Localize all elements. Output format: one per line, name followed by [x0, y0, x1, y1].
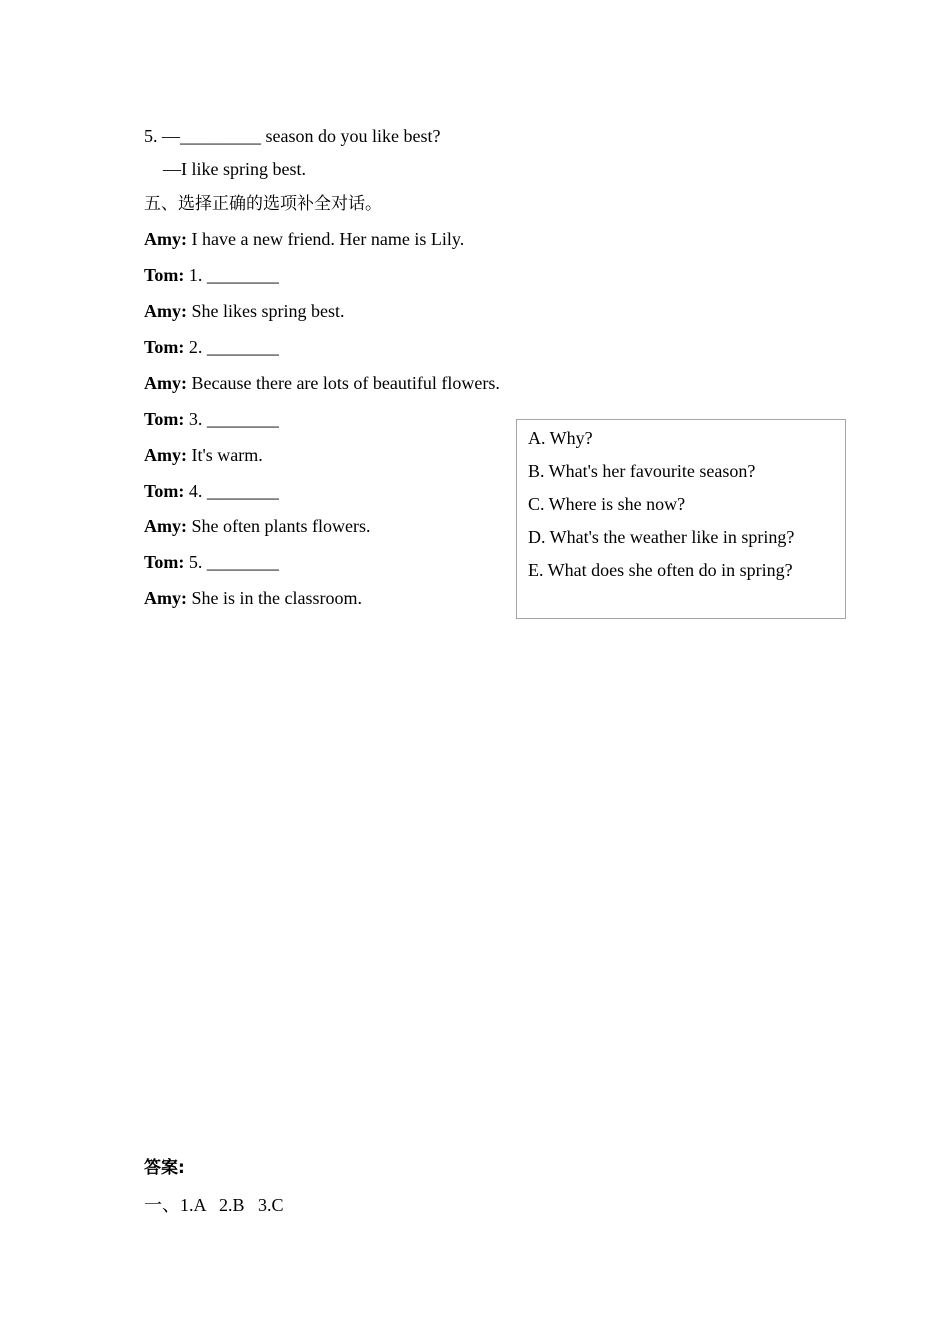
- answers-title: 答案:: [144, 1158, 185, 1178]
- section-heading: 五、选择正确的选项补全对话。: [144, 194, 382, 214]
- speaker-label: Tom:: [144, 409, 185, 429]
- question-5-reply: —I like spring best.: [163, 159, 306, 179]
- option-b: B. What's her favourite season?: [528, 461, 756, 481]
- question-5-text: 5. —_________ season do you like best?: [144, 126, 441, 146]
- dialogue-text: 1. ________: [184, 265, 279, 285]
- dialogue-text: I have a new friend. Her name is Lily.: [187, 229, 465, 249]
- dialogue-text: Because there are lots of beautiful flowers.: [187, 373, 500, 393]
- dialogue-text: 3. ________: [184, 409, 279, 429]
- dialogue-line: [144, 515, 370, 537]
- speaker-label: Amy:: [144, 229, 187, 249]
- dialogue-line: [144, 264, 279, 286]
- dialogue-line: [144, 372, 500, 394]
- dialogue-line: [144, 300, 345, 322]
- dialogue-line: [144, 551, 279, 573]
- speaker-label: Tom:: [144, 265, 185, 285]
- dialogue-line: [144, 408, 279, 430]
- dialogue-line: [144, 587, 362, 609]
- speaker-label: Amy:: [144, 301, 187, 321]
- speaker-label: Amy:: [144, 445, 187, 465]
- options-box: [516, 419, 846, 619]
- dialogue-line: [144, 444, 263, 466]
- dialogue-text: She often plants flowers.: [187, 516, 371, 536]
- option-d: D. What's the weather like in spring?: [528, 527, 795, 547]
- dialogue-line: [144, 336, 279, 358]
- dialogue-text: 5. ________: [184, 552, 279, 572]
- dialogue-text: She is in the classroom.: [187, 588, 362, 608]
- option-e: E. What does she often do in spring?: [528, 560, 793, 580]
- speaker-label: Amy:: [144, 373, 187, 393]
- dialogue-text: 2. ________: [184, 337, 279, 357]
- speaker-label: Tom:: [144, 337, 185, 357]
- speaker-label: Amy:: [144, 516, 187, 536]
- answers-line: 一、1.A 2.B 3.C: [144, 1195, 284, 1215]
- dialogue-text: 4. ________: [184, 481, 279, 501]
- option-c: C. Where is she now?: [528, 494, 686, 514]
- option-a: A. Why?: [528, 428, 593, 448]
- dialogue-line: [144, 480, 279, 502]
- speaker-label: Amy:: [144, 588, 187, 608]
- dialogue-text: It's warm.: [187, 445, 263, 465]
- dialogue-text: She likes spring best.: [187, 301, 345, 321]
- speaker-label: Tom:: [144, 552, 185, 572]
- speaker-label: Tom:: [144, 481, 185, 501]
- dialogue-line: [144, 228, 464, 250]
